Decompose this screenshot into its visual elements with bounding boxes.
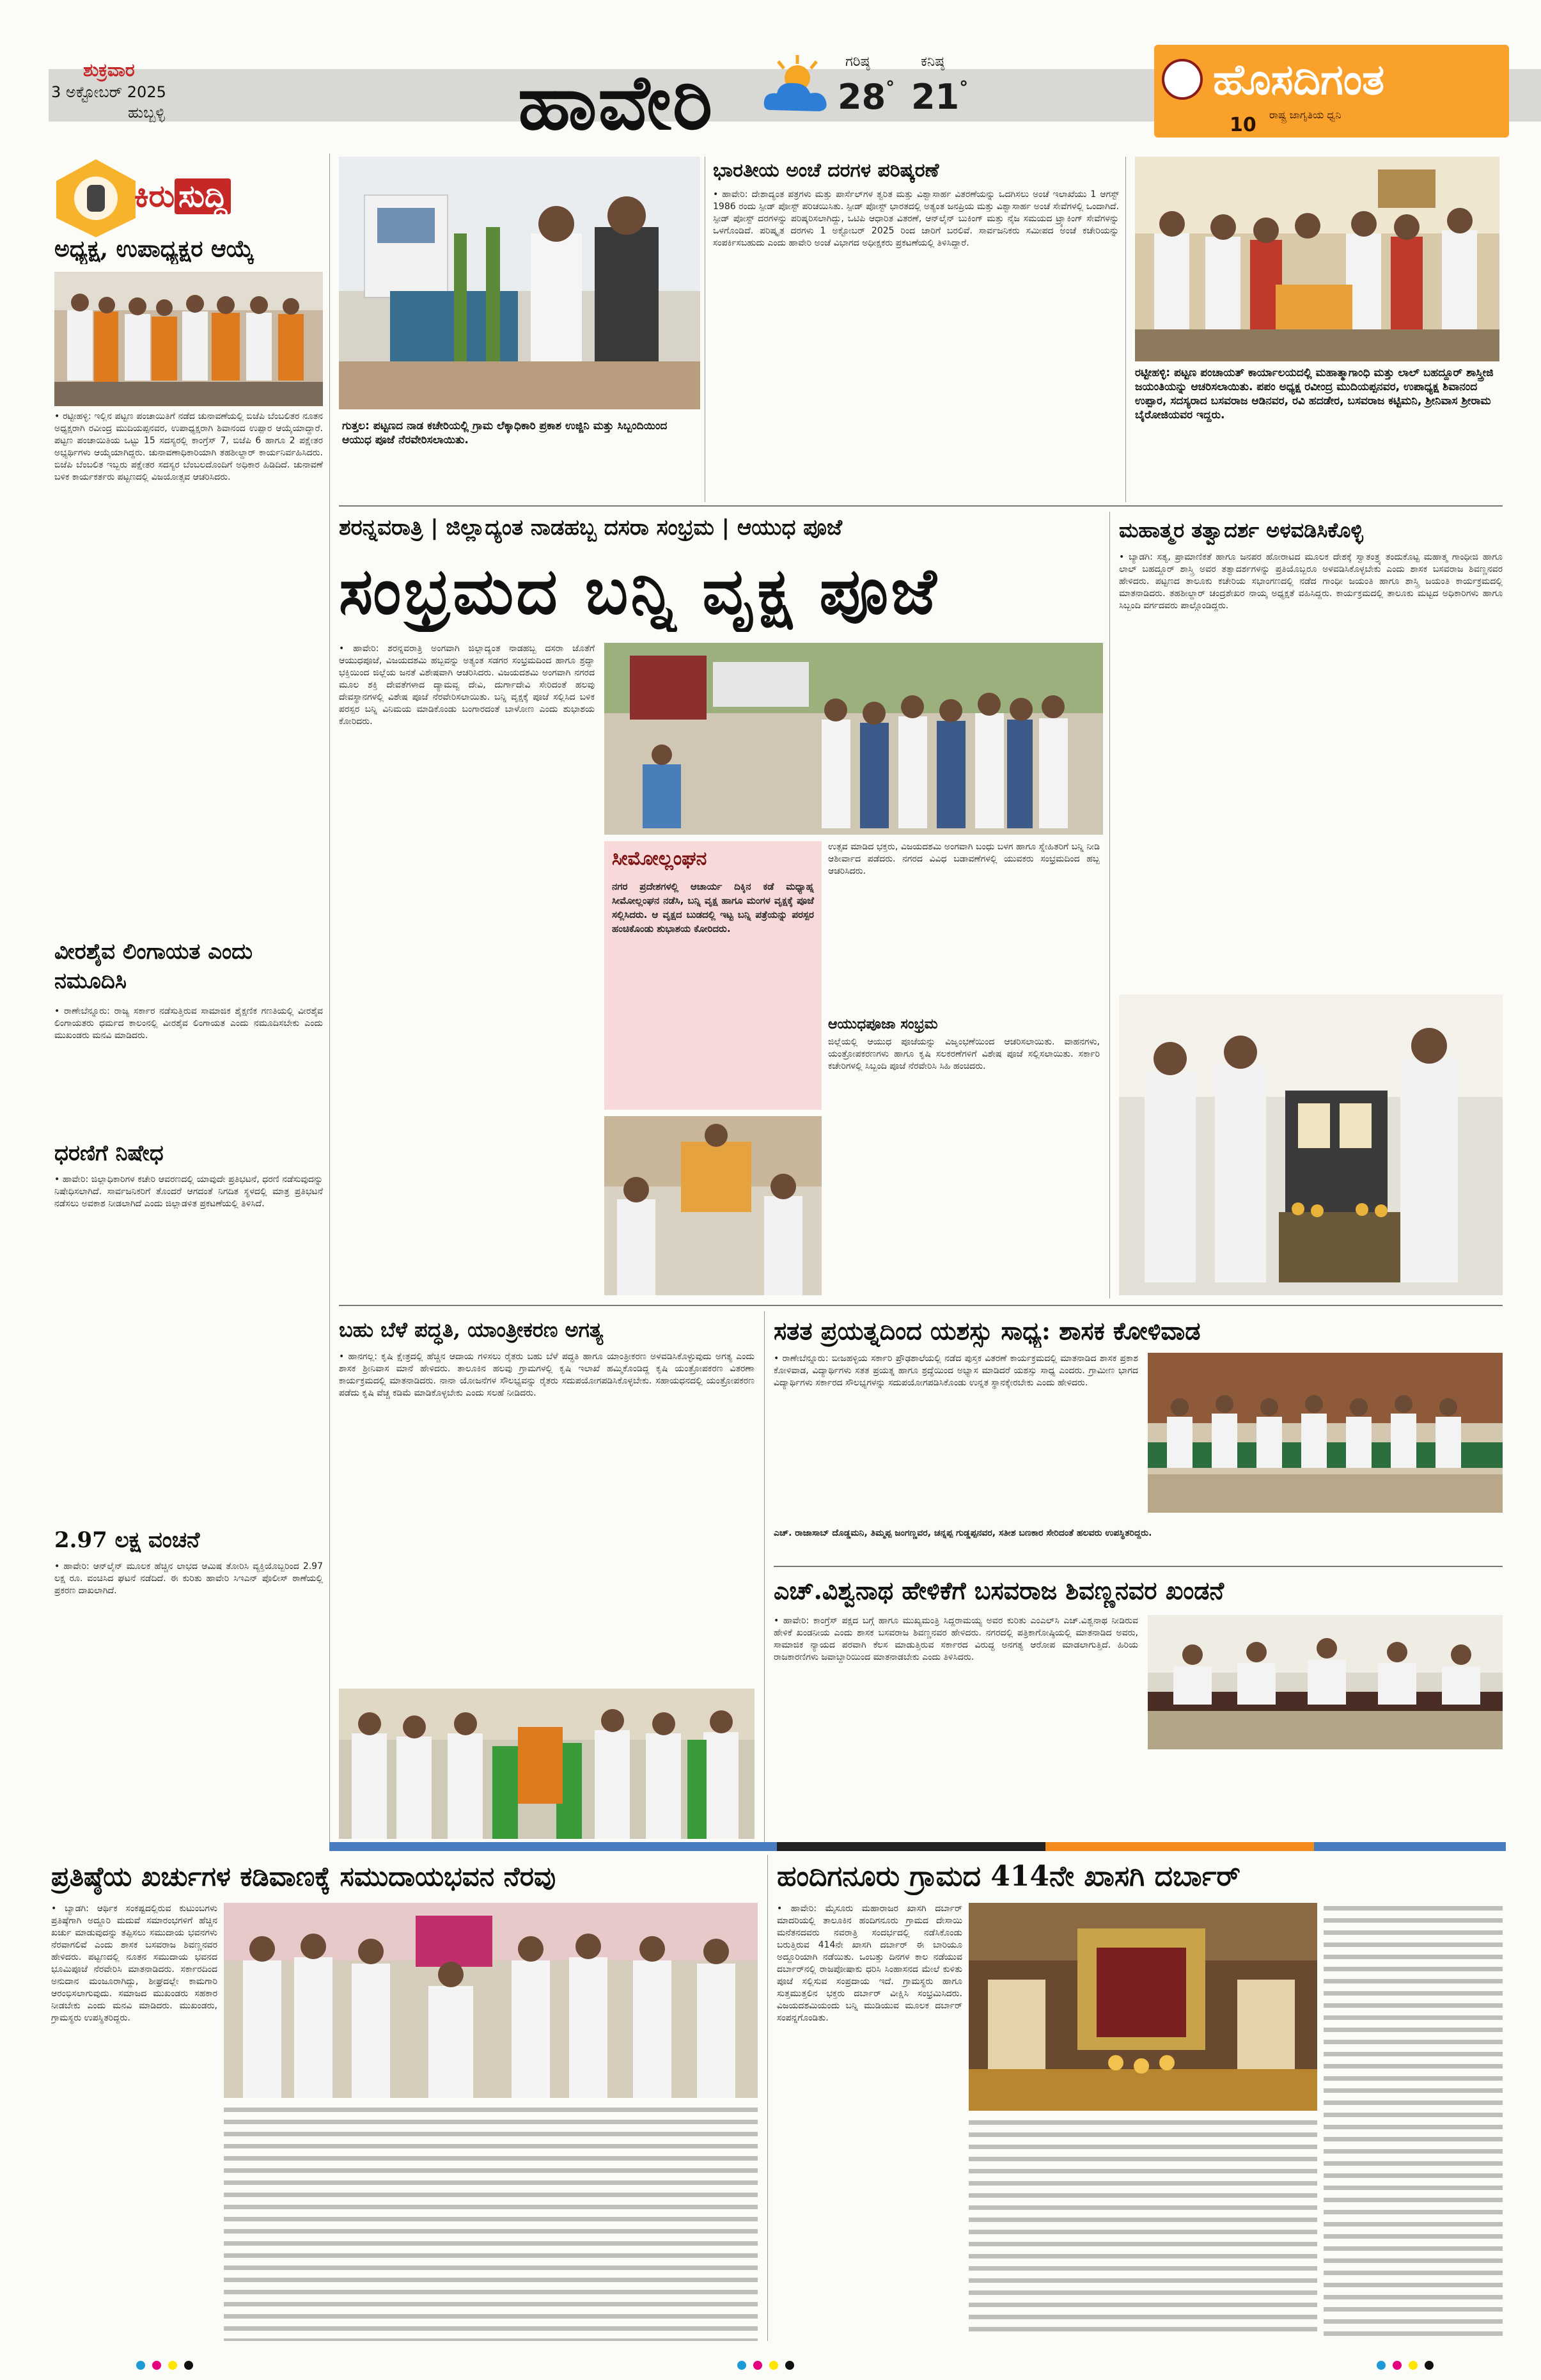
- masthead: [0, 0, 1541, 147]
- brief-badge: [51, 157, 141, 240]
- lead-subhead: ಆಯುಧಪೂಜಾ ಸಂಭ್ರಮ: [828, 1016, 938, 1032]
- registration-marks-left: [134, 2359, 198, 2372]
- divider-top-2: [1125, 157, 1126, 502]
- lead-kicker: ಶರನ್ನವರಾತ್ರಿ | ಜಿಲ್ಲಾದ್ಯಂತ ನಾಡಹಬ್ಬ ದಸರಾ ಸಂಭ್ರಮ | ಆಯುಧ ಪೂಜೆ: [339, 515, 843, 540]
- masthead-city: ಹುಬ್ಬಳ್ಳಿ: [128, 104, 165, 122]
- mid-lower-headline: ಎಚ್.ವಿಶ್ವನಾಥ ಹೇಳಿಕೆಗೆ ಬಸವರಾಜ ಶಿವಣ್ಣನವರ ಖಂಡನೆ: [774, 1576, 1224, 1605]
- mid-left-headline: ಬಹು ಬೆಳೆ ಪದ್ಧತಿ, ಯಾಂತ್ರೀಕರಣ ಅಗತ್ಯ: [339, 1318, 604, 1342]
- bottom-right-headline: ಹಂದಿಗನೂರು ಗ್ರಾಮದ 414ನೇ ಖಾಸಗಿ ದರ್ಬಾರ್: [777, 1860, 1240, 1893]
- masthead-day: ಶುಕ್ರವಾರ: [83, 59, 135, 81]
- color-strip-1: [329, 1842, 777, 1851]
- top-story-headline: ಭಾರತೀಯ ಅಂಚೆ ದರಗಳ ಪರಿಷ್ಕರಣೆ: [713, 159, 939, 182]
- weather-min-deg: °: [959, 77, 969, 98]
- bottom-left-body: • ಬ್ಯಾಡಗಿ: ಆರ್ಥಿಕ ಸಂಕಷ್ಟದಲ್ಲಿರುವ ಕುಟುಂಬಗಳು ಪ್ರತಿಷ್ಠೆಗಾಗಿ ಅದ್ದೂರಿ ಮದುವೆ ಸಮಾರಂಭಗಳಿಗೆ ಹೆಚ್ಚಿನ ಖರ್ಚು ಮಾಡುವುದನ್ನು ತಪ್ಪಿಸಲು ಸಮುದಾಯ ಭವನಗಳು ನೆರವಾಗಲಿವೆ ಎಂದು ಶಾಸಕ ಬಸವರಾಜ ಶಿವಣ್ಣನವರ ಹೇಳಿದರು. ಪಟ್ಟಣದಲ್ಲಿ ನೂತನ ಸಮುದಾಯ ಭವನದ ಭೂಮಿಪೂಜೆ ನೆರವೇರಿಸಿ ಮಾತನಾಡಿದರು. ಸರ್ಕಾರದಿಂದ ಅನುದಾನ ಮಂಜೂರಾಗಿದ್ದು, ಶೀಘ್ರದಲ್ಲೇ ಕಾಮಗಾರಿ ಆರಂಭಿಸಲಾಗುವುದು. ಸಮಾಜದ ಮುಖಂಡರು ಸಹಕಾರ ನೀಡಬೇಕು ಎಂದು ಮನವಿ ಮಾಡಿದರು. ಮುಖಂಡರು, ಗ್ರಾಮಸ್ಥರು ಉಪಸ್ಥಿತರಿದ್ದರು.: [51, 1903, 217, 2023]
- bottom-right-photo: [969, 1903, 1317, 2111]
- color-strip-4: [1314, 1842, 1506, 1851]
- lead-photo: [604, 643, 1103, 835]
- bottom-right-body: • ಹಾವೇರಿ: ಮೈಸೂರು ಮಹಾರಾಜರ ಖಾಸಗಿ ದರ್ಬಾರ್ ಮಾದರಿಯಲ್ಲಿ ತಾಲೂಕಿನ ಹಂದಿಗನೂರು ಗ್ರಾಮದ ದೇಸಾಯಿ ಮನೆತನದವರು ನವರಾತ್ರಿ ಸಂದರ್ಭದಲ್ಲಿ ನಡೆಸಿಕೊಂಡು ಬರುತ್ತಿರುವ 414ನೇ ಖಾಸಗಿ ದರ್ಬಾರ್ ಈ ಬಾರಿಯೂ ಅದ್ದೂರಿಯಾಗಿ ನಡೆಯಿತು. ಒಂಬತ್ತು ದಿನಗಳ ಕಾಲ ನಡೆಯುವ ದರ್ಬಾರ್‌ನಲ್ಲಿ ರಾಜಪೋಷಾಕು ಧರಿಸಿ ಸಿಂಹಾಸನದ ಮೇಲೆ ಕುಳಿತು ಪೂಜೆ ಸಲ್ಲಿಸುವ ಸಂಪ್ರದಾಯ ಇದೆ. ಗ್ರಾಮಸ್ಥರು ಹಾಗೂ ಸುತ್ತಮುತ್ತಲಿನ ಭಕ್ತರು ದರ್ಬಾರ್ ವೀಕ್ಷಿಸಿ ಸಂಭ್ರಮಿಸಿದರು. ವಿಜಯದಶಮಿಯಂದು ಬನ್ನಿ ಮುಡಿಯುವ ಮೂಲಕ ದರ್ಬಾರ್ ಸಂಪನ್ನಗೊಂಡಿತು.: [777, 1903, 962, 2023]
- top-story-body: • ಹಾವೇರಿ: ದೇಶಾದ್ಯಂತ ಪತ್ರಗಳು ಮತ್ತು ಪಾರ್ಸೆಲ್‌ಗಳ ತ್ವರಿತ ಮತ್ತು ವಿಶ್ವಾಸಾರ್ಹ ವಿತರಣೆಯನ್ನು ಒದಗಿಸಲು ಅಂಚೆ ಇಲಾಖೆಯು 1 ಆಗಸ್ಟ್ 1986 ರಂದು ಸ್ಪೀಡ್ ಪೋಸ್ಟ್ ಪರಿಚಯಿಸಿತು. ಸ್ಪೀಡ್ ಪೋಸ್ಟ್ ಭಾರತದಲ್ಲಿ ಅತ್ಯಂತ ಜನಪ್ರಿಯ ಮತ್ತು ವಿಶ್ವಾಸಾರ್ಹ ಅಂಚೆ ಸೇವೆಗಳಲ್ಲಿ ಒಂದಾಗಿದೆ. ಸ್ಪೀಡ್ ಪೋಸ್ಟ್ ದರಗಳನ್ನು ಪರಿಷ್ಕರಿಸಲಾಗಿದ್ದು, ಒಟಿಪಿ ಆಧಾರಿತ ವಿತರಣೆ, ಆನ್‌ಲೈನ್ ಬುಕಿಂಗ್ ಮತ್ತು ನೈಜ ಸಮಯದ ಟ್ರ್ಯಾಕಿಂಗ್ ಸೇವೆಗಳನ್ನು ಒಳಗೊಂಡಿದೆ. ಪರಿಷ್ಕೃತ ದರಗಳು 1 ಅಕ್ಟೋಬರ್ 2025 ರಿಂದ ಜಾರಿಗೆ ಬರಲಿವೆ. ಸಾರ್ವಜನಿಕರು ಸಮೀಪದ ಅಂಚೆ ಕಚೇರಿಯನ್ನು ಸಂಪರ್ಕಿಸಬಹುದು ಎಂದು ಹಾವೇರಿ ಅಂಚೆ ವಿಭಾಗದ ಅಧೀಕ್ಷಕರು ಪ್ರಕಟಣೆಯಲ್ಲಿ ತಿಳಿಸಿದ್ದಾರೆ.: [713, 189, 1119, 248]
- brief3-body: • ಹಾವೇರಿ: ಜಿಲ್ಲಾಧಿಕಾರಿಗಳ ಕಚೇರಿ ಆವರಣದಲ್ಲಿ ಯಾವುದೇ ಪ್ರತಿಭಟನೆ, ಧರಣಿ ನಡೆಸುವುದನ್ನು ನಿಷೇಧಿಸಲಾಗಿದೆ. ಸಾರ್ವಜನಿಕರಿಗೆ ತೊಂದರೆ ಆಗದಂತೆ ನಿಗದಿತ ಸ್ಥಳದಲ್ಲಿ ಮಾತ್ರ ಪ್ರತಿಭಟನೆ ನಡೆಸಲು ಅವಕಾಶ ನೀಡಲಾಗಿದೆ ಎಂದು ಜಿಲ್ಲಾಡಳಿತ ಪ್ರಕಟಣೆಯಲ್ಲಿ ತಿಳಿಸಿದೆ.: [54, 1174, 323, 1209]
- page-number: 10: [1230, 114, 1256, 136]
- divider-mid: [764, 1311, 765, 1842]
- brief4-headline: 2.97 ಲಕ್ಷ ವಂಚನೆ: [54, 1527, 200, 1553]
- lead-body-2: ಉತ್ಸವ ಮಾಡಿದ ಭಕ್ತರು, ವಿಜಯದಶಮಿ ಅಂಗವಾಗಿ ಬಂಧು ಬಳಗ ಹಾಗೂ ಸ್ನೇಹಿತರಿಗೆ ಬನ್ನಿ ನೀಡಿ ಆಶೀರ್ವಾದ ಪಡೆದರು. ನಗರದ ವಿವಿಧ ಬಡಾವಣೆಗಳಲ್ಲಿ ಯುವಕರು ಸಂಭ್ರಮದಿಂದ ಹಬ್ಬ ಆಚರಿಸಿದರು.: [828, 842, 1100, 876]
- color-strip-3: [1045, 1842, 1314, 1851]
- brief1-headline: ಅಧ್ಯಕ್ಷ, ಉಪಾಧ್ಯಕ್ಷರ ಆಯ್ಕೆ: [54, 235, 254, 262]
- brand-name: ಹೊಸದಿಗಂತ: [1213, 54, 1385, 104]
- bottom-left-headline: ಪ್ರತಿಷ್ಠೆಯ ಖರ್ಚುಗಳ ಕಡಿವಾಣಕ್ಕೆ ಸಮುದಾಯಭವನ ನೆರವು: [51, 1861, 556, 1892]
- lead-sidebox-title: ಸೀಮೋಲ್ಲಂಘನ: [612, 847, 707, 870]
- weather-icon: [758, 51, 844, 122]
- brief2-headline: ವೀರಶೈವ ಲಿಂಗಾಯತ ಎಂದು ನಮೂದಿಸಿ: [54, 939, 253, 994]
- weather-max-value: 28: [838, 77, 886, 117]
- masthead-date-block: [51, 59, 435, 130]
- divider-mid-right: [774, 1566, 1503, 1567]
- brand-box: [1154, 45, 1509, 138]
- weather-min: [911, 77, 968, 117]
- divider-row-2: [339, 1305, 1503, 1306]
- gandhi-photo: [1119, 995, 1503, 1295]
- registration-marks-center: [735, 2359, 799, 2372]
- mid-right-headline: ಸತತ ಪ್ರಯತ್ನದಿಂದ ಯಶಸ್ಸು ಸಾಧ್ಯ: ಶಾಸಕ ಕೋಳಿವಾಡ: [774, 1316, 1201, 1345]
- mid-left-body: • ಹಾನಗಲ್ಲ: ಕೃಷಿ ಕ್ಷೇತ್ರದಲ್ಲಿ ಹೆಚ್ಚಿನ ಆದಾಯ ಗಳಿಸಲು ರೈತರು ಬಹು ಬೆಳೆ ಪದ್ಧತಿ ಹಾಗೂ ಯಾಂತ್ರೀಕರಣ ಅಳವಡಿಸಿಕೊಳ್ಳುವುದು ಅಗತ್ಯ ಎಂದು ಶಾಸಕ ಶ್ರೀನಿವಾಸ ಮಾನೆ ಹೇಳಿದರು. ತಾಲೂಕಿನ ಹಲವು ಗ್ರಾಮಗಳಲ್ಲಿ ಕೃಷಿ ಇಲಾಖೆ ಹಮ್ಮಿಕೊಂಡಿದ್ದ ಕೃಷಿ ಯಂತ್ರೋಪಕರಣ ವಿತರಣಾ ಕಾರ್ಯಕ್ರಮದಲ್ಲಿ ಮಾತನಾಡಿದರು. ನಾನಾ ಯೋಜನೆಗಳ ಸೌಲಭ್ಯವನ್ನು ರೈತರು ಸದುಪಯೋಗಪಡಿಸಿಕೊಳ್ಳಬೇಕು. ಸಹಾಯಧನದಲ್ಲಿ ಯಂತ್ರೋಪಕರಣ ಪಡೆದು ಕೃಷಿ ವೆಚ್ಚ ಕಡಿಮೆ ಮಾಡಿಕೊಳ್ಳಬೇಕು ಎಂದು ಸಲಹೆ ನೀಡಿದರು.: [339, 1352, 755, 1398]
- gandhi-body: • ಬ್ಯಾಡಗಿ: ಸತ್ಯ, ಪ್ರಾಮಾಣಿಕತೆ ಹಾಗೂ ಜನಪರ ಹೋರಾಟದ ಮೂಲಕ ದೇಶಕ್ಕೆ ಸ್ವಾತಂತ್ರ್ಯ ತಂದುಕೊಟ್ಟ ಮಹಾತ್ಮ ಗಾಂಧೀಜಿ ಹಾಗೂ ಲಾಲ್ ಬಹದ್ದೂರ್ ಶಾಸ್ತ್ರಿ ಅವರ ತತ್ವಾದರ್ಶಗಳನ್ನು ಪ್ರತಿಯೊಬ್ಬರೂ ಅಳವಡಿಸಿಕೊಳ್ಳಬೇಕು ಎಂದು ಶಾಸಕ ಬಸವರಾಜ ಶಿವಣ್ಣನವರ ಹೇಳಿದರು. ಪಟ್ಟಣದ ತಾಲೂಕು ಕಚೇರಿಯ ಸಭಾಂಗಣದಲ್ಲಿ ನಡೆದ ಗಾಂಧೀ ಜಯಂತಿ ಹಾಗೂ ಶಾಸ್ತ್ರಿ ಜಯಂತಿ ಕಾರ್ಯಕ್ರಮದಲ್ಲಿ ಮಾತನಾಡಿದರು. ತಹಶೀಲ್ದಾರ್ ಚಂದ್ರಶೇಖರ ನಾಯ್ಕ ಅಧ್ಯಕ್ಷತೆ ವಹಿಸಿದ್ದರು. ಕಾರ್ಯಕ್ರಮದಲ್ಲಿ ತಾಲೂಕು ಮಟ್ಟದ ಅಧಿಕಾರಿಗಳು ಹಾಗೂ ಸಿಬ್ಬಂದಿ ವರ್ಗದವರು ಪಾಲ್ಗೊಂಡಿದ್ದರು.: [1119, 552, 1503, 611]
- lead-photo-2: [604, 1116, 822, 1295]
- color-strip-2: [777, 1842, 1045, 1851]
- weather-min-label: ಕನಿಷ್ಠ: [921, 54, 945, 70]
- brand-tagline: ರಾಷ್ಟ್ರ ಜಾಗೃತಿಯ ಧ್ವನಿ: [1269, 109, 1342, 121]
- mid-right-caption: ಎಚ್. ರಾಜಾಸಾಬ್ ದೊಡ್ಡಮನಿ, ತಿಮ್ಮಪ್ಪ ಜಂಗಣ್ಣವರ, ಚನ್ನಪ್ಪ ಗುಡ್ಡಪ್ಪನವರ, ಸತೀಶ ಬಣಕಾರ ಸೇರಿದಂತೆ ಹಲವರು ಉಪಸ್ಥಿತರಿದ್ದರು.: [774, 1528, 1152, 1538]
- weather-max: [838, 77, 895, 117]
- bottom-right-text-columns: [969, 2117, 1317, 2338]
- brief2-body: • ರಾಣೇಬೆನ್ನೂರು: ರಾಜ್ಯ ಸರ್ಕಾರ ನಡೆಸುತ್ತಿರುವ ಸಾಮಾಜಿಕ ಶೈಕ್ಷಣಿಕ ಗಣತಿಯಲ್ಲಿ ವೀರಶೈವ ಲಿಂಗಾಯತರು ಧರ್ಮದ ಕಾಲಂನಲ್ಲಿ ವೀರಶೈವ ಲಿಂಗಾಯತ ಎಂದು ನಮೂದಿಸಬೇಕು ಎಂದು ಮುಖಂಡರು ಮನವಿ ಮಾಡಿದರು.: [54, 1006, 323, 1041]
- registration-marks-right: [1375, 2359, 1439, 2372]
- masthead-edition: ಹಾವೇರಿ: [518, 58, 714, 146]
- masthead-date: 3 ಅಕ್ಟೋಬರ್ 2025: [51, 83, 166, 101]
- mid-lower-photo: [1148, 1615, 1503, 1749]
- brief-title-b: ಸುದ್ದಿ: [175, 178, 231, 214]
- bottom-left-photo: [224, 1903, 758, 2098]
- divider-lead: [1109, 512, 1110, 1298]
- brief1-photo: [54, 272, 323, 406]
- lead-headline: ಸಂಭ್ರಮದ ಬನ್ನಿ ವೃಕ್ಷ ಪೂಜೆ: [339, 553, 939, 629]
- top-photo-3: [1135, 157, 1499, 361]
- gandhi-headline: ಮಹಾತ್ಮರ ತತ್ವಾದರ್ಶ ಅಳವಡಿಸಿಕೊಳ್ಳಿ: [1119, 518, 1363, 542]
- brief-title-a: ಕಿರು: [134, 178, 175, 214]
- weather-max-deg: °: [886, 77, 895, 98]
- divider-bottom: [767, 1855, 768, 2341]
- top-photo-3-caption: ರಟ್ಟೀಹಳ್ಳಿ: ಪಟ್ಟಣ ಪಂಚಾಯತ್ ಕಾರ್ಯಾಲಯದಲ್ಲಿ ಮಹಾತ್ಮಾಗಾಂಧಿ ಮತ್ತು ಲಾಲ್ ಬಹದ್ದೂರ್ ಶಾಸ್ತ್ರೀಜಿ ಜಯಂತಿಯನ್ನು ಆಚರಿಸಲಾಯಿತು. ಪಪಂ ಅಧ್ಯಕ್ಷ ರವೀಂದ್ರ ಮುದಿಯಪ್ಪನವರ, ಉಪಾಧ್ಯಕ್ಷ ಶಿವಾನಂದ ಉಪ್ಪಾರ, ಸದಸ್ಯರಾದ ಬಸವರಾಜ ಆಡಿನವರ, ರವಿ ಹದಡೇರ, ಬಸವರಾಜ ಕಟ್ಟಿಮನಿ, ಶ್ರೀನಿವಾಸ ಶ್ರೀರಾಮ ಬೈರೋಜಿಯವರ ಇದ್ದರು.: [1135, 366, 1494, 422]
- bottom-right-last-column: [1324, 1903, 1503, 2338]
- top-photo-1-caption: ಗುತ್ತಲ: ಪಟ್ಟಣದ ನಾಡ ಕಚೇರಿಯಲ್ಲಿ ಗ್ರಾಮ ಲೆಕ್ಕಾಧಿಕಾರಿ ಪ್ರಕಾಶ ಉಜ್ಜಿನಿ ಮತ್ತು ಸಿಬ್ಬಂದಿಯಿಂದ ಆಯುಧ ಪೂಜೆ ನೆರವೇರಿಸಲಾಯಿತು.: [342, 420, 668, 446]
- lead-sidebox-body: ನಗರ ಪ್ರದೇಶಗಳಲ್ಲಿ ಆಚಾರ್ಯ ದಿಕ್ಕಿನ ಕಡೆ ಮಧ್ಯಾಹ್ನ ಸೀಮೋಲ್ಲಂಘನ ನಡೆಸಿ, ಬನ್ನಿ ವೃಕ್ಷ ಹಾಗೂ ಮಂಗಳ ವೃಕ್ಷಕ್ಕೆ ಪೂಜೆ ಸಲ್ಲಿಸಿದರು. ಆ ವೃಕ್ಷದ ಬುಡದಲ್ಲಿ ಇಟ್ಟ ಬನ್ನಿ ಪತ್ರೆಯನ್ನು ಪರಸ್ಪರ ಹಂಚಿಕೊಂಡು ಶುಭಾಶಯ ಕೋರಿದರು.: [612, 881, 814, 934]
- brief-title: [134, 174, 326, 219]
- lead-body: • ಹಾವೇರಿ: ಶರನ್ನವರಾತ್ರಿ ಅಂಗವಾಗಿ ಜಿಲ್ಲಾದ್ಯಂತ ನಾಡಹಬ್ಬ ದಸರಾ ಜೊತೆಗೆ ಆಯುಧಪೂಜೆ, ವಿಜಯದಶಮಿ ಹಬ್ಬವನ್ನು ಅತ್ಯಂತ ಸಡಗರ ಸಂಭ್ರಮದಿಂದ ಹಾಗೂ ಶ್ರದ್ಧಾ ಭಕ್ತಿಯಿಂದ ಜಿಲ್ಲೆಯ ಜನತೆ ವಿಶೇಷವಾಗಿ ಆಚರಿಸಿದರು. ವಿಜಯದಶಮಿ ಅಂಗವಾಗಿ ನಗರದ ಮೂಲ ಶಕ್ತಿ ದೇವತೆಗಳಾದ ದ್ಯಾಮವ್ವ ದೇವಿ, ದುರ್ಗಾದೇವಿ ಸೇರಿದಂತೆ ಹಲವು ದೇವಸ್ಥಾನಗಳಲ್ಲಿ ವಿಶೇಷ ಪೂಜೆ ನೆರವೇರಿಸಲಾಯಿತು. ಬನ್ನಿ ವೃಕ್ಷಕ್ಕೆ ಪೂಜೆ ಸಲ್ಲಿಸಿದ ಬಳಿಕ ಪರಸ್ಪರ ಬನ್ನಿ ವಿನಿಮಯ ಮಾಡಿಕೊಂಡು ಬಂಗಾರದಂತೆ ಬಾಳೋಣ ಎಂದು ಶುಭಾಶಯ ಕೋರಿದರು.: [339, 643, 595, 727]
- brief3-headline: ಧರಣಿಗೆ ನಿಷೇಧ: [54, 1140, 164, 1166]
- weather-min-value: 21: [911, 77, 960, 117]
- brief1-body: • ರಟ್ಟೀಹಳ್ಳಿ: ಇಲ್ಲಿನ ಪಟ್ಟಣ ಪಂಚಾಯಿತಿಗೆ ನಡೆದ ಚುನಾವಣೆಯಲ್ಲಿ ಬಿಜೆಪಿ ಬೆಂಬಲಿತರ ನೂತನ ಅಧ್ಯಕ್ಷರಾಗಿ ರವೀಂದ್ರ ಮುದಿಯಪ್ಪನವರ, ಉಪಾಧ್ಯಕ್ಷರಾಗಿ ಶಿವಾನಂದ ಉಪ್ಪಾರ ಆಯ್ಕೆಯಾದ್ದಾರೆ. ಪಟ್ಟಣ ಪಂಚಾಯಿತಿಯ ಒಟ್ಟು 15 ಸದಸ್ಯರಲ್ಲಿ ಕಾಂಗ್ರೆಸ್ 7, ಬಿಜೆಪಿ 6 ಹಾಗೂ 2 ಪಕ್ಷೇತರ ಅಭ್ಯರ್ಥಿಗಳು ಆಯ್ಕೆಯಾಗಿದ್ದರು. ಚುನಾವಣಾಧಿಕಾರಿಯಾಗಿ ತಹಶೀಲ್ದಾರ್ ಕಾರ್ಯನಿರ್ವಹಿಸಿದರು. ಬಿಜೆಪಿ ಬೆಂಬಲಿತ ಇಬ್ಬರು ಪಕ್ಷೇತರ ಸದಸ್ಯರ ಬೆಂಬಲದೊಂದಿಗೆ ಅಧಿಕಾರ ಹಿಡಿದಿದೆ. ಚುನಾವಣೆ ಬಳಿಕ ಕಾರ್ಯಕರ್ತರು ಪಟ್ಟಣದಲ್ಲಿ ವಿಜಯೋತ್ಸವ ಆಚರಿಸಿದರು.: [54, 411, 323, 482]
- weather-max-label: ಗರಿಷ್ಠ: [845, 54, 870, 70]
- mid-lower-body: • ಹಾವೇರಿ: ಕಾಂಗ್ರೆಸ್ ಪಕ್ಷದ ಬಗ್ಗೆ ಹಾಗೂ ಮುಖ್ಯಮಂತ್ರಿ ಸಿದ್ದರಾಮಯ್ಯ ಅವರ ಕುರಿತು ಎಂಎಲ್‌ಸಿ ಎಚ್.ವಿಶ್ವನಾಥ ನೀಡಿರುವ ಹೇಳಿಕೆ ಖಂಡನೀಯ ಎಂದು ಶಾಸಕ ಬಸವರಾಜ ಶಿವಣ್ಣನವರ ಹೇಳಿದರು. ನಗರದಲ್ಲಿ ಪತ್ರಿಕಾಗೋಷ್ಠಿಯಲ್ಲಿ ಮಾತನಾಡಿದ ಅವರು, ಸಾಮಾಜಿಕ ನ್ಯಾಯದ ಪರವಾಗಿ ಕೆಲಸ ಮಾಡುತ್ತಿರುವ ಸರ್ಕಾರದ ವಿರುದ್ಧ ಅನಗತ್ಯ ಆರೋಪ ಮಾಡಲಾಗುತ್ತಿದೆ. ಹಿರಿಯ ರಾಜಕಾರಣಿಗಳು ಜವಾಬ್ದಾರಿಯಿಂದ ಮಾತನಾಡಬೇಕು ಎಂದು ತಿಳಿಸಿದರು.: [774, 1616, 1138, 1662]
- bottom-left-text-columns: [224, 2104, 758, 2341]
- mid-right-body: • ರಾಣೇಬೆನ್ನೂರು: ಬೀಜಹಳ್ಳಿಯ ಸರ್ಕಾರಿ ಪ್ರೌಢಶಾಲೆಯಲ್ಲಿ ನಡೆದ ಪುಸ್ತಕ ವಿತರಣೆ ಕಾರ್ಯಕ್ರಮದಲ್ಲಿ ಮಾತನಾಡಿದ ಶಾಸಕ ಪ್ರಕಾಶ ಕೋಳಿವಾಡ, ವಿದ್ಯಾರ್ಥಿಗಳು ಸತತ ಪ್ರಯತ್ನ ಹಾಗೂ ಶ್ರದ್ಧೆಯಿಂದ ಅಭ್ಯಾಸ ಮಾಡಿದರೆ ಯಶಸ್ಸು ಸಾಧ್ಯ ಎಂದರು. ಗ್ರಾಮೀಣ ಭಾಗದ ವಿದ್ಯಾರ್ಥಿಗಳು ಸರ್ಕಾರದ ಸೌಲಭ್ಯಗಳನ್ನು ಸದುಪಯೋಗಪಡಿಸಿಕೊಂಡು ಉನ್ನತ ಸ್ಥಾನಕ್ಕೇರಬೇಕು ಎಂದು ಹೇಳಿದರು.: [774, 1353, 1138, 1388]
- top-photo-1: [339, 157, 700, 409]
- mid-right-photo: [1148, 1353, 1503, 1513]
- brief4-body: • ಹಾವೇರಿ: ಆನ್‌ಲೈನ್ ಮೂಲಕ ಹೆಚ್ಚಿನ ಲಾಭದ ಆಮಿಷ ತೋರಿಸಿ ವ್ಯಕ್ತಿಯೊಬ್ಬರಿಂದ 2.97 ಲಕ್ಷ ರೂ. ವಂಚಿಸಿದ ಘಟನೆ ನಡೆದಿದೆ. ಈ ಕುರಿತು ಹಾವೇರಿ ಸಿಇಎನ್ ಪೊಲೀಸ್ ಠಾಣೆಯಲ್ಲಿ ಪ್ರಕರಣ ದಾಖಲಾಗಿದೆ.: [54, 1561, 323, 1596]
- mid-left-photo: [339, 1689, 755, 1839]
- lead-body-3: ಜಿಲ್ಲೆಯಲ್ಲಿ ಆಯುಧ ಪೂಜೆಯನ್ನು ವಿಜೃಂಭಣೆಯಿಂದ ಆಚರಿಸಲಾಯಿತು. ವಾಹನಗಳು, ಯಂತ್ರೋಪಕರಣಗಳು ಹಾಗೂ ಕೃಷಿ ಸಲಕರಣೆಗಳಿಗೆ ವಿಶೇಷ ಪೂಜೆ ಸಲ್ಲಿಸಲಾಯಿತು. ಸರ್ಕಾರಿ ಕಚೇರಿಗಳಲ್ಲಿ ಸಿಬ್ಬಂದಿ ಪೂಜೆ ನೆರವೇರಿಸಿ ಸಿಹಿ ಹಂಚಿದರು.: [828, 1037, 1100, 1071]
- brand-emblem: [1162, 59, 1203, 100]
- divider-row-1: [339, 505, 1503, 507]
- divider-col1: [329, 154, 330, 1842]
- lead-sidebox: [604, 841, 822, 1110]
